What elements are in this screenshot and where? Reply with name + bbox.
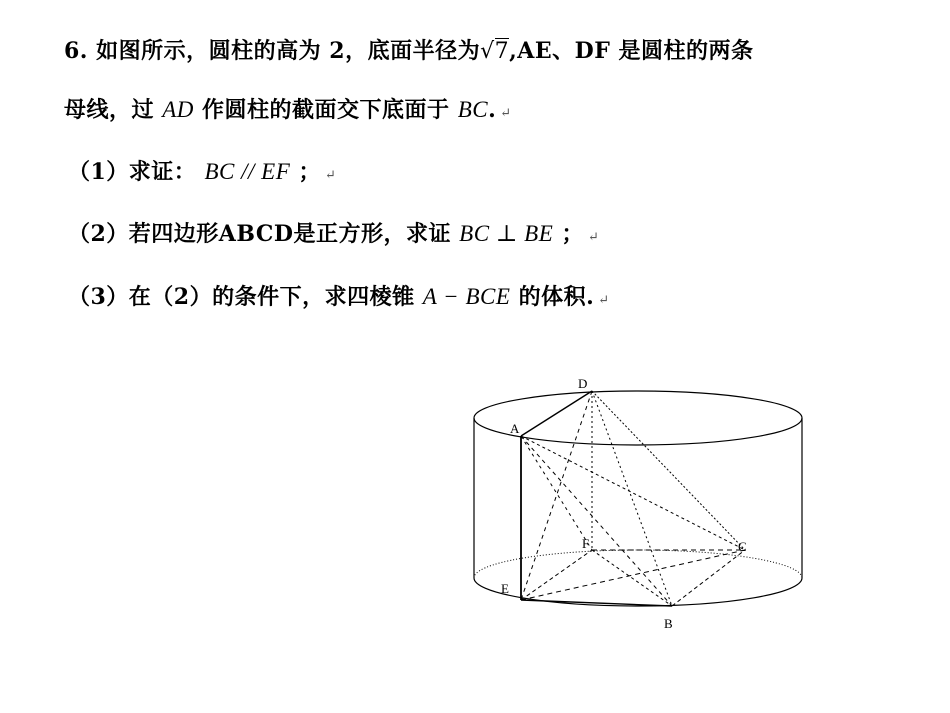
cylinder-figure bbox=[460, 360, 820, 640]
part-2-tail: ； bbox=[561, 221, 584, 247]
part-3-math: A − BCE bbox=[422, 284, 511, 309]
part-1-tail: ； bbox=[298, 159, 321, 185]
problem-line-2 bbox=[64, 93, 512, 124]
label-f: F bbox=[582, 536, 590, 551]
problem-text: 如图所示，圆柱的高为 2，底面半径为 bbox=[96, 38, 481, 64]
sqrt-radicand: 7 bbox=[494, 39, 510, 64]
part-2 bbox=[68, 217, 599, 248]
edge-fb bbox=[592, 550, 672, 606]
problem-text-cont: ,AE、DF 是圆柱的两条 bbox=[509, 38, 754, 64]
problem-text: 作圆柱的截面交下底面于 bbox=[202, 97, 450, 123]
label-c: C bbox=[738, 539, 747, 554]
problem-text: 母线，过 bbox=[64, 97, 155, 123]
sqrt-sign: √7 bbox=[480, 39, 510, 64]
edge-db bbox=[592, 391, 672, 606]
label-b: B bbox=[664, 616, 673, 631]
math-bc: BC bbox=[457, 97, 489, 122]
edge-ac bbox=[521, 436, 745, 550]
problem-number: 6. bbox=[64, 38, 88, 64]
return-mark: ↵ bbox=[500, 106, 512, 121]
problem-line-1 bbox=[64, 34, 754, 65]
return-mark: ↵ bbox=[587, 230, 600, 245]
label-d: D bbox=[578, 376, 588, 391]
return-mark: ↵ bbox=[598, 293, 610, 308]
label-e: E bbox=[501, 581, 509, 596]
part-3 bbox=[68, 280, 610, 311]
math-ad: AD bbox=[162, 97, 194, 122]
edge-de bbox=[521, 391, 592, 600]
period: . bbox=[488, 97, 497, 123]
part-1 bbox=[68, 155, 336, 186]
edge-af bbox=[521, 436, 592, 550]
part-1-math: BC // EF bbox=[204, 159, 291, 184]
part-2-math: BC ⊥ BE bbox=[459, 221, 554, 246]
edge-ec bbox=[521, 550, 745, 600]
label-a: A bbox=[510, 421, 520, 436]
part-3-label: （3）在（2）的条件下，求四棱锥 bbox=[68, 284, 415, 310]
edge-ab bbox=[521, 436, 672, 606]
part-1-label: （1）求证： bbox=[68, 159, 197, 185]
part-2-label: （2）若四边形ABCD是正方形，求证 bbox=[68, 221, 451, 247]
edge-dc bbox=[592, 391, 745, 550]
return-mark: ↵ bbox=[324, 168, 337, 183]
part-3-tail: 的体积. bbox=[518, 284, 595, 310]
